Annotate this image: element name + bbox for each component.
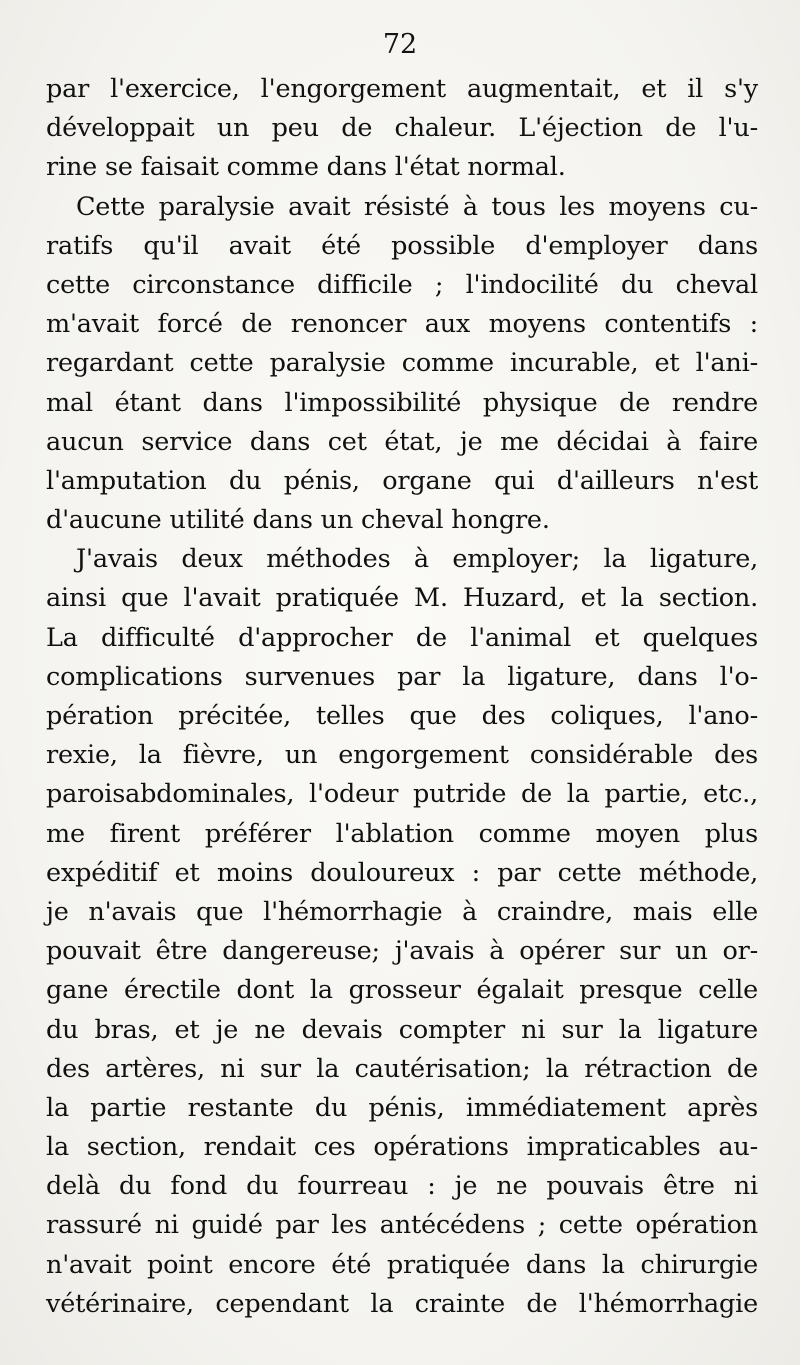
text-line: d'aucune utilité dans un cheval hongre.: [46, 505, 550, 536]
text-line: la partie restante du pénis, immédiatement après: [46, 1092, 758, 1123]
text-line: n'avait point encore été pratiquée dans la chirurgie: [46, 1249, 758, 1280]
text-line: pération précitée, telles que des coliques, l'ano-: [46, 701, 758, 731]
text-line: gane érectile dont la grosseur égalait presque celle: [46, 975, 758, 1006]
text-line: expéditif et moins douloureux : par cette méthode,: [46, 857, 758, 888]
text-line: rassuré ni guidé par les antécédens ; cette opération: [46, 1210, 758, 1241]
text-line: rexie, la fièvre, un engorgement considérable des: [46, 740, 758, 771]
text-line: me firent préférer l'ablation comme moyen plus: [46, 818, 758, 849]
text-line: mal étant dans l'impossibilité physique de rendre: [46, 387, 758, 418]
text-line: pouvait être dangereuse; j'avais à opérer sur un or-: [46, 936, 758, 967]
text-line: l'amputation du pénis, organe qui d'ailleurs n'est: [46, 465, 758, 496]
page-number: 72: [382, 29, 418, 60]
text-line: des artères, ni sur la cautérisation; la rétraction de: [46, 1053, 758, 1084]
text-line: J'avais deux méthodes à employer; la ligature,: [76, 544, 758, 575]
text-line: par l'exercice, l'engorgement augmentait, et il s'y: [46, 74, 758, 104]
text-line: rine se faisait comme dans l'état normal.: [46, 152, 566, 183]
text-line: ainsi que l'avait pratiquée M. Huzard, et la section.: [46, 583, 758, 614]
text-line: m'avait forcé de renoncer aux moyens contentifs :: [46, 309, 758, 340]
text-line: la section, rendait ces opérations impraticables au-: [46, 1132, 758, 1163]
text-line: delà du fond du fourreau : je ne pouvais être ni: [46, 1171, 758, 1202]
text-line: je n'avais que l'hémorrhagie à craindre, mais elle: [46, 896, 758, 927]
text-line: développait un peu de chaleur. L'éjection de l'u-: [46, 113, 758, 144]
text-line: La difficulté d'approcher de l'animal et quelques: [46, 622, 758, 653]
text-line: cette circonstance difficile ; l'indocilité du cheval: [46, 269, 758, 300]
text-line: ratifs qu'il avait été possible d'employer dans: [46, 230, 758, 261]
text-line: paroisabdominales, l'odeur putride de la partie, etc.,: [46, 779, 758, 810]
text-line: regardant cette paralysie comme incurable, et l'ani-: [46, 348, 758, 379]
text-line: complications survenues par la ligature, dans l'o-: [46, 661, 758, 692]
text-line: aucun service dans cet état, je me décidai à faire: [46, 426, 758, 457]
text-line: du bras, et je ne devais compter ni sur la ligature: [46, 1014, 758, 1045]
text-line: Cette paralysie avait résisté à tous les moyens cu-: [76, 191, 758, 222]
text-line: vétérinaire, cependant la crainte de l'hémorrhagie: [46, 1288, 758, 1319]
body-text: [46, 70, 758, 1324]
